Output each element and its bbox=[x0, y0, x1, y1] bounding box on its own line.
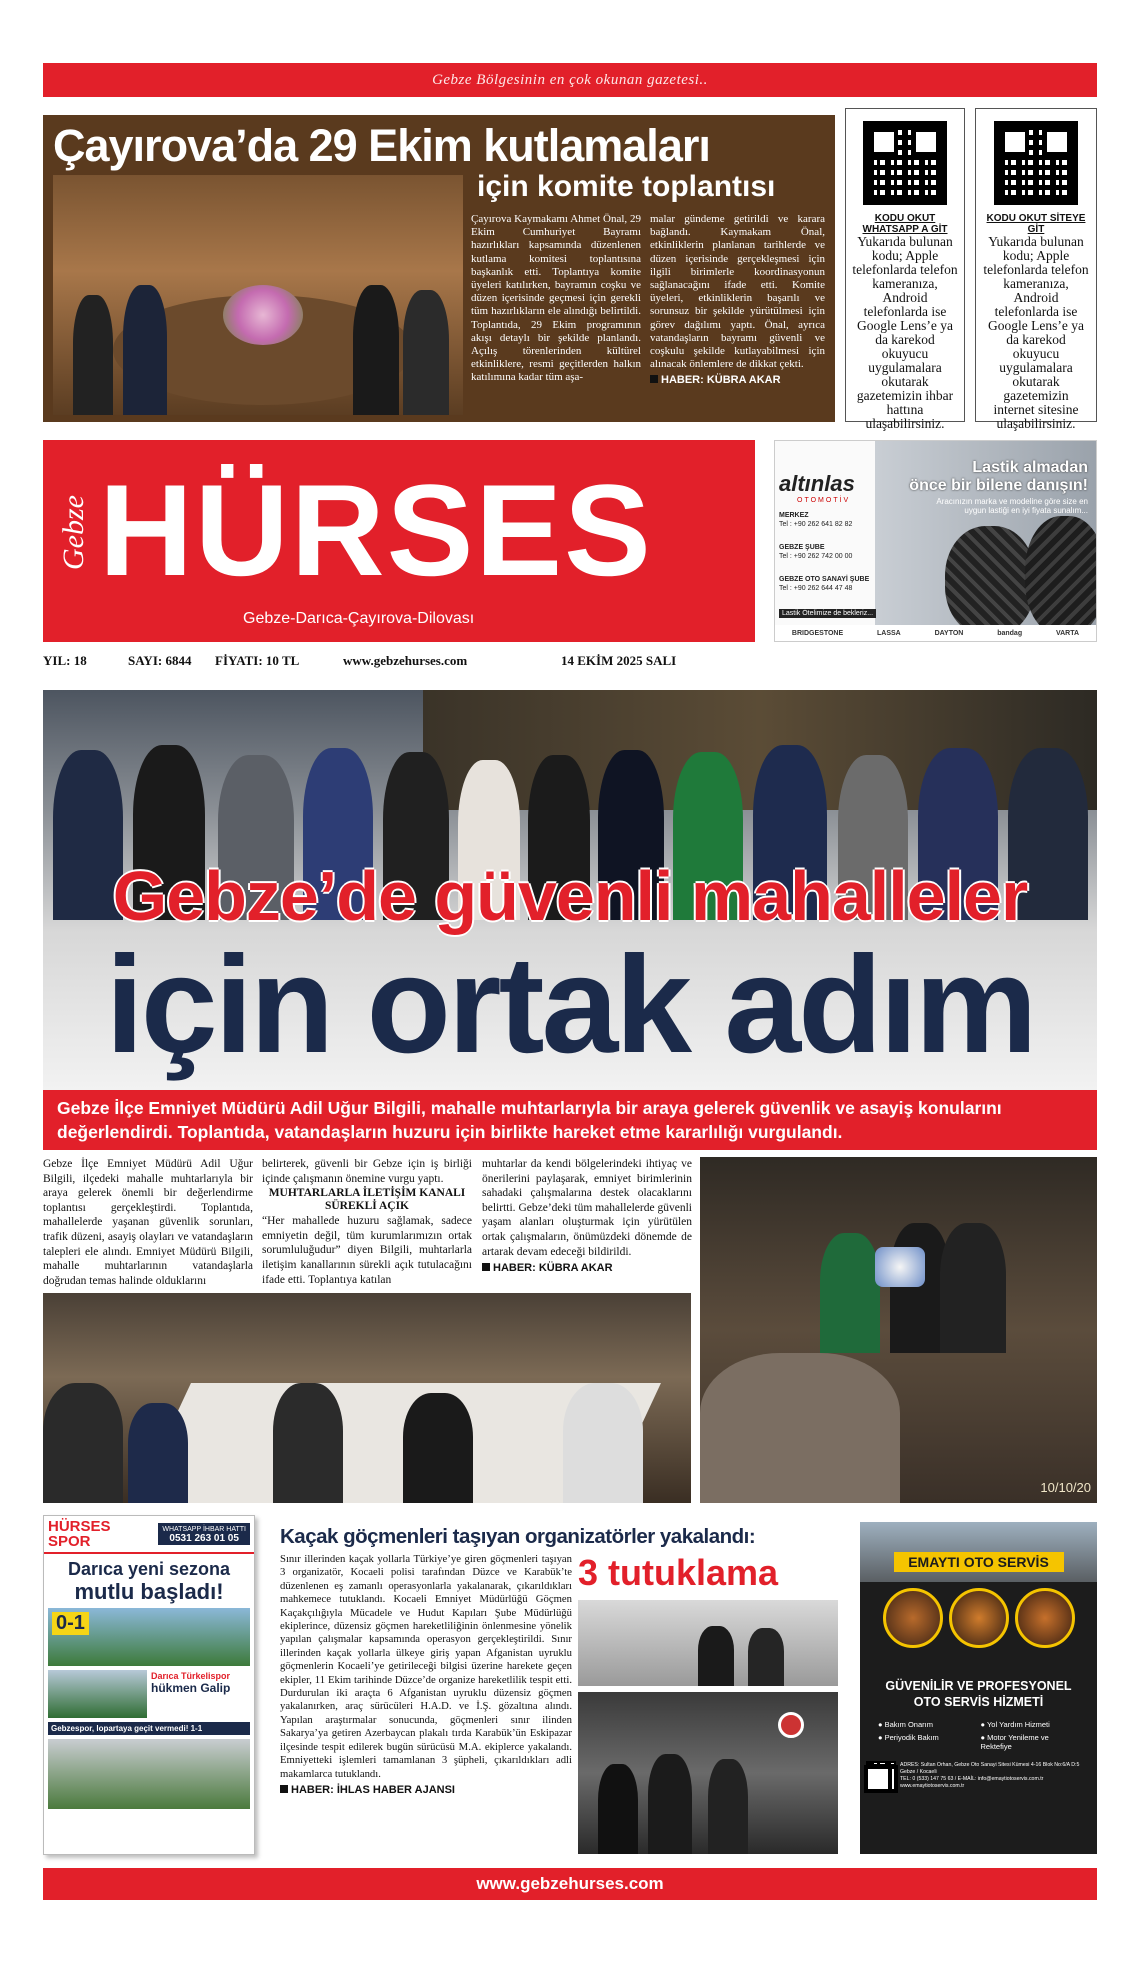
main-col-3 bbox=[482, 1157, 692, 1274]
main-col-1 bbox=[43, 1157, 253, 1288]
qr-code-icon[interactable] bbox=[863, 121, 947, 205]
branch-1-tel: Tel : +90 262 641 82 82 bbox=[779, 521, 853, 528]
service-item-label: Bakım Onarım bbox=[884, 1720, 933, 1729]
ad-service-pic bbox=[883, 1588, 943, 1648]
lead-col-1-text: Çayırova Kaymakamı Ahmet Önal, 29 Ekim Cumhuriyet Bayramı hazırlıkları kapsamında düzenlenen kutlama komitesi toplantısına başkanlık etti. Toplantıya komite üyeleri katılırken, bayramın coşku ve düzen içerisinde geçmesi için gerekli tüm hazırlıkların ele alındığı belirtildi. Toplantıda, 29 Ekim programının akışı detaylı bir şekilde planlandı. Açılış törenlerinden kültürel etkinliklere, resmi geçitlerden halkın katılımına kadar tüm aşa- bbox=[471, 213, 641, 384]
main-col-2 bbox=[262, 1157, 472, 1287]
sport-hotline bbox=[158, 1523, 250, 1545]
tire-brand: LASSA bbox=[876, 629, 901, 637]
ad-tire-slogan-3: Aracınızın marka ve modeline göre size en uygun lastiği en iyi fiyata sunalım... bbox=[936, 497, 1088, 515]
branch-1: MERKEZ bbox=[779, 512, 809, 519]
ad-service-headline: GÜVENİLİR VE PROFESYONEL OTO SERVİS HİZMETİ bbox=[885, 1679, 1072, 1709]
qr-code-icon[interactable] bbox=[994, 121, 1078, 205]
sport-headline-2: mutlu başladı! bbox=[74, 1579, 224, 1604]
masthead-region: Gebze-Darıca-Çayırova-Dilovası bbox=[243, 610, 475, 627]
main-col-2a-text: belirterek, güvenli bir Gebze için iş birliği içinde çalışmanın önemine vurgu yaptı. bbox=[262, 1158, 472, 1185]
sport-side-title-1: Darıca Türkelispor bbox=[151, 1671, 231, 1681]
masthead-name: HÜRSES bbox=[99, 457, 653, 603]
service-item-label: Yol Yardım Hizmeti bbox=[986, 1720, 1050, 1729]
second-photo-person bbox=[648, 1754, 692, 1854]
lead-photo-flowers bbox=[223, 285, 303, 345]
qr-text: Yukarıda bulunan kodu; Apple telefonlarda telefon kameranıza, Android telefonlarda ise Google Lens’e ya da karekod okuyucu uygulamalara okutarak gazetemizin internet sitesine ulaşabilirsiniz. bbox=[983, 234, 1089, 431]
main-col-2b-text: “Her mahallede huzuru sağlamak, sadece emniyetin değil, tüm kurumlarımızın ortak sorumluluğudur” diyen Bilgili, muhtarlarla iletişim kanallarının sürekli açık tutulacağını ifade etti. Toplantıya katılan bbox=[262, 1215, 472, 1286]
lead-photo-person bbox=[403, 290, 449, 415]
tire-brand: DAYTON bbox=[934, 629, 964, 637]
sport-title bbox=[48, 1519, 111, 1549]
tire-icon bbox=[945, 526, 1035, 636]
sport-headline-1: Darıca yeni sezona bbox=[67, 1559, 231, 1579]
second-byline: HABER: İHLAS HABER AJANSI bbox=[280, 1784, 572, 1796]
ad-tire[interactable] bbox=[774, 440, 1097, 642]
award-person bbox=[940, 1223, 1006, 1353]
sport-side-title-2: hükmen Galip bbox=[151, 1681, 231, 1695]
qr-text: Yukarıda bulunan kodu; Apple telefonlarda telefon kameranıza, Android telefonlarda ise Google Lens’e ya da karekod okuyucu uygulamalara okutarak gazetemizin ihbar hattına ulaşabilirsiniz. bbox=[852, 234, 958, 431]
qr-title: KODU OKUT WHATSAPP A GİT bbox=[862, 213, 948, 235]
main-subhead: MUHTARLARLA İLETİŞİM KANALI SÜREKLİ AÇIK bbox=[268, 1187, 466, 1213]
branch-2-tel: Tel : +90 262 742 00 00 bbox=[779, 553, 853, 560]
lead-headline-1: Çayırova’da 29 Ekim kutlamaları bbox=[53, 120, 710, 171]
qr-box-whatsapp[interactable] bbox=[845, 108, 965, 431]
lead-story-box[interactable] bbox=[43, 115, 835, 422]
main-col-3-text: muhtarlar da kendi bölgelerindeki ihtiyaç ve önerilerini paylaşarak, emniyet birimlerinin sahadaki çalışmalarına destek olacaklarını belirtti. Gebze’deki tüm mahallelerde güvenli yaşam alanları oluşturmak için yürütülen ortak çalışmaların, önümüzdeki dönemde de artarak devam edeceği bildirildi. bbox=[482, 1158, 692, 1258]
main-spot bbox=[43, 1090, 1097, 1150]
second-photo-person bbox=[698, 1626, 734, 1686]
ad-tire-brand-sub: OTOMOTİV bbox=[797, 497, 851, 504]
meta-line bbox=[43, 653, 1097, 673]
meta-price: FİYATI: 10 TL bbox=[215, 653, 300, 668]
sport-photo-3 bbox=[48, 1739, 250, 1809]
lead-photo-person bbox=[123, 285, 167, 415]
meeting-person bbox=[403, 1393, 473, 1503]
top-slogan-bar bbox=[43, 63, 1097, 97]
meta-website[interactable]: www.gebzehurses.com bbox=[343, 653, 468, 668]
tire-brand: VARTA bbox=[1055, 629, 1080, 637]
masthead-prefix: Gebze bbox=[57, 495, 90, 570]
ad-service-contact-row bbox=[860, 1761, 1097, 1791]
service-item: ● Periyodik Bakım bbox=[878, 1733, 939, 1742]
main-spot-text: Gebze İlçe Emniyet Müdürü Adil Uğur Bilgili, mahalle muhtarlarıyla bir araya gelerek güvenlik ve asayiş konularını değerlendirdi. Toplantıda, vatandaşların huzuru için birlikte hareket etme kararlılığı vurgulandı. bbox=[57, 1098, 1002, 1142]
sport-photo-2 bbox=[48, 1670, 147, 1718]
sport-title-bottom: SPOR bbox=[48, 1533, 91, 1550]
ad-service-shop: EMAYTI OTO SERVİS bbox=[894, 1552, 1064, 1572]
branch-2: GEBZE ŞUBE bbox=[779, 544, 825, 551]
main-photo-award bbox=[700, 1157, 1097, 1503]
ad-service-list bbox=[860, 1710, 1097, 1761]
award-person bbox=[820, 1233, 880, 1353]
ad-tire-brand: altınlas bbox=[779, 471, 855, 496]
qr-box-website[interactable] bbox=[975, 108, 1097, 431]
sport-bottom-head: Gebzespor, lopartaya geçit vermedi! 1-1 bbox=[48, 1722, 250, 1735]
sport-side-title bbox=[151, 1670, 250, 1718]
ad-tire-slogan-2: önce bir bilene danışın! bbox=[909, 477, 1088, 494]
lead-col-1 bbox=[471, 213, 641, 385]
main-photo bbox=[43, 690, 1097, 1090]
sport-promo[interactable] bbox=[43, 1515, 255, 1855]
ad-service-phone: TEL: 0 (533) 147 75 63 / E-MAİL: info@emaytiotoservis.com.tr bbox=[900, 1776, 1044, 1782]
meeting-person bbox=[43, 1383, 123, 1503]
photo-date-stamp: 10/10/20 bbox=[1040, 1480, 1091, 1495]
second-photo-person bbox=[598, 1764, 638, 1854]
sport-header bbox=[44, 1516, 254, 1554]
second-photo-1 bbox=[578, 1600, 838, 1686]
second-photo-person bbox=[748, 1628, 784, 1686]
slogan-text: Gebze Bölgesinin en çok okunan gazetesi.. bbox=[432, 71, 708, 88]
award-person bbox=[700, 1353, 900, 1503]
masthead[interactable] bbox=[43, 440, 755, 642]
ad-service-pic bbox=[1015, 1588, 1075, 1648]
main-photo-meeting bbox=[43, 1293, 691, 1503]
tire-brand: BRIDGESTONE bbox=[791, 629, 844, 637]
ad-service-address: ADRES: Sultan Orhan, Gebze Oto Sanayi Sitesi Kümesi 4-16 Blok No:6/A D:5 Gebze / Kocaeli bbox=[900, 1762, 1080, 1775]
ad-service-web[interactable]: www.emaytiotoservis.com.tr bbox=[900, 1783, 965, 1789]
second-headline: Kaçak göçmenleri taşıyan organizatörler yakalandı: bbox=[280, 1525, 756, 1548]
second-photo-person bbox=[708, 1759, 748, 1854]
branch-3: GEBZE OTO SANAYİ ŞUBE bbox=[779, 576, 870, 583]
lead-col-2 bbox=[650, 213, 825, 386]
sport-hotline-number: 0531 263 01 05 bbox=[169, 1533, 239, 1544]
sport-photo-1 bbox=[48, 1608, 250, 1666]
footer-bar[interactable] bbox=[43, 1868, 1097, 1900]
lead-photo-person bbox=[73, 295, 113, 415]
ad-service-pic bbox=[949, 1588, 1009, 1648]
meta-date: 14 EKİM 2025 SALI bbox=[561, 653, 677, 668]
meeting-person bbox=[128, 1403, 188, 1503]
main-headline-1: Gebze’de güvenli mahalleler bbox=[112, 857, 1028, 935]
lead-photo bbox=[53, 175, 463, 415]
ad-service-contact bbox=[900, 1762, 1091, 1790]
tire-icon bbox=[1025, 516, 1097, 636]
main-col-1-text: Gebze İlçe Emniyet Müdürü Adil Uğur Bilgili, ilçedeki mahalle muhtarlarıyla bir araya gelerek önemli bir değerlendirme toplantısı gerçekleştirdi. Toplantıda, mahallelerde yaşanan güvenlik sorunları, trafik düzeni, asayiş olayları ve vatandaşların talepleri ele alındı. Emniyet Müdürü Bilgili, mahalle muhtarlarının vatandaşlarla doğrudan temas halinde olduklarını bbox=[43, 1158, 253, 1287]
ad-tire-branches bbox=[779, 511, 875, 593]
second-headline-big: 3 tutuklama bbox=[578, 1552, 779, 1593]
tire-brand: bandag bbox=[997, 629, 1023, 637]
branch-3-tel: Tel : +90 262 644 47 48 bbox=[779, 585, 853, 592]
service-item: ● Bakım Onarım bbox=[878, 1720, 933, 1729]
main-headline-2: için ortak adım bbox=[105, 928, 1035, 1082]
ad-tire-slogan-1: Lastik almadan bbox=[972, 459, 1088, 476]
qr-title: KODU OKUT SİTEYE GİT bbox=[986, 213, 1086, 235]
sport-title-top: HÜRSES bbox=[48, 1518, 111, 1535]
ad-tire-tagline: Lastik Ötelimize de bekleriz... bbox=[779, 609, 876, 618]
sport-row bbox=[48, 1670, 250, 1718]
main-byline: HABER: KÜBRA AKAR bbox=[482, 1262, 692, 1274]
service-item-label: Motor Yenileme ve Rektefiye bbox=[980, 1733, 1049, 1751]
service-item-label: Periyodik Bakım bbox=[884, 1733, 939, 1742]
sport-hotline-label: WHATSAPP İHBAR HATTI bbox=[162, 1526, 246, 1533]
lead-col-2-text: malar gündeme getirildi ve karara bağlandı. Kaymakam Önal, etkinliklerin planlanan tarihlerde ve düzen içerisinde gerçekleşmesi için ilgili birimlerle koordinasyonun sağlanacağını ifade etti. Komite üyeleri, etkinliklerin başarılı ve sorunsuz bir şekilde yürütülmesi için görev dağılımı yaptı. Önal, ayrıca vatandaşların bayramı güvenli ve coşkulu şekilde kutlayabilmesi için alınacak önlemlere de dikkat çekti. bbox=[650, 213, 825, 371]
meeting-person bbox=[273, 1383, 343, 1503]
meeting-person bbox=[563, 1383, 643, 1503]
lead-headline-2: için komite toplantısı bbox=[477, 170, 776, 203]
lead-byline: HABER: KÜBRA AKAR bbox=[650, 374, 825, 386]
second-col bbox=[280, 1553, 572, 1796]
meta-issue: SAYI: 6844 bbox=[128, 653, 192, 668]
service-item: ● Motor Yenileme ve Rektefiye bbox=[980, 1733, 1049, 1751]
second-photo-seal bbox=[778, 1712, 804, 1738]
footer-website[interactable]: www.gebzehurses.com bbox=[476, 1874, 664, 1893]
qr-code-icon[interactable] bbox=[866, 1761, 896, 1791]
second-body: Sınır illerinden kaçak yollarla Türkiye’ye giren göçmenleri taşıyan 3 organizatör, Kocaeli polisi tarafından Düzce ve Karabük’te düzenlenen eş zamanlı operasyonlarla yakalanarak, çıkarıldıkları mahkemece tutuklandı. Kocaeli Emniyet Müdürlüğü Göçmen Kaçakçılığıyla Mücadele ve Hudut Kapıları Şube Müdürlüğü ekiplerince, düzensiz göçmen hareketliliğinin önlenmesine yönelik yapılan çalışmalar kapsamında operasyon gerçekleştirildi. Sınır illerinden kaçak yollarla ülkeye giriş yapan Afganistan uyruklu göçmenlerin Kocaeli’ye getirileceği bilgisi üzerine harekete geçen ekipler, 11 Ekim tarihinde Düzce’de organize hareketlilik tespit etti. Durdurulan iki araçta 6 Afganistan uyruklu düzensiz göçmen yakalanırken, araç sürücüleri H.A.D. ve İ.Ş. gözaltına alındı. Yapılan araştırmalar sonucunda, göçmenleri sınır ilinden Sakarya’ya getiren Azerbaycan plakalı tırda Karabük’ün Eskipazar ilçesinde tespit edilerek bugün sürücüsü M.A. ekiplerce yakalandı. Emniyetteki işlemleri tamamlanan 3 şüpheli, çıkarıldıkları adli makamlarca tutuklandı. bbox=[280, 1553, 572, 1780]
ad-service[interactable] bbox=[860, 1522, 1097, 1854]
second-photo-2 bbox=[578, 1692, 838, 1854]
ad-service-pics bbox=[860, 1588, 1097, 1648]
lead-photo-person bbox=[353, 285, 399, 415]
meta-year: YIL: 18 bbox=[43, 653, 87, 668]
ad-tire-brand-strip bbox=[775, 625, 1096, 641]
sport-score: 0-1 bbox=[52, 1612, 89, 1635]
award-plaque bbox=[875, 1247, 925, 1287]
service-item: ● Yol Yardım Hizmeti bbox=[980, 1720, 1050, 1729]
